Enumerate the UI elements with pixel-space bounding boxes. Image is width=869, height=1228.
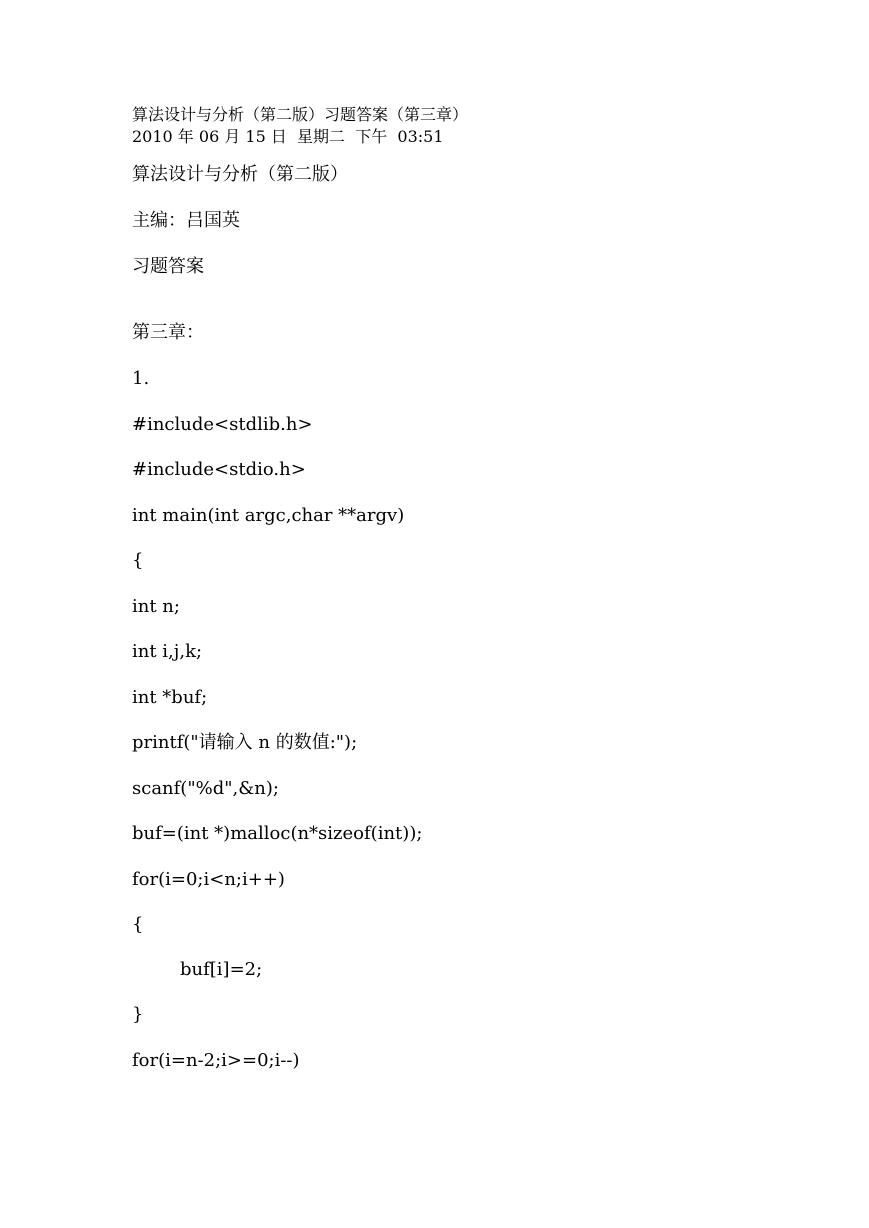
code-line: int *buf;: [132, 687, 208, 708]
code-line: buf=(int *)malloc(n*sizeof(int));: [132, 823, 423, 844]
code-line: {: [132, 550, 144, 571]
header-datetime: 2010 年 06 月 15 日 星期二 下午 03:51: [132, 127, 444, 146]
code-line: #include<stdio.h>: [132, 459, 306, 480]
code-line: int main(int argc,char **argv): [132, 505, 405, 526]
code-line: int i,j,k;: [132, 641, 203, 662]
code-line: printf("请输入 n 的数值:");: [132, 732, 358, 753]
code-line: {: [132, 914, 144, 935]
code-line: }: [132, 1004, 144, 1025]
code-line: #include<stdlib.h>: [132, 414, 313, 435]
code-line: int n;: [132, 596, 180, 617]
code-line: for(i=n-2;i>=0;i--): [132, 1050, 300, 1071]
editor-line: 主编：吕国英: [132, 210, 240, 231]
code-line: buf[i]=2;: [180, 959, 263, 980]
code-line: scanf("%d",&n);: [132, 778, 279, 799]
item-number: 1.: [132, 368, 150, 389]
book-title: 算法设计与分析（第二版）: [132, 164, 348, 185]
document-header: [132, 104, 468, 148]
section-heading: 习题答案: [132, 256, 204, 277]
header-title: 算法设计与分析（第二版）习题答案（第三章）: [132, 105, 469, 124]
chapter-heading: 第三章：: [132, 322, 204, 343]
code-line: for(i=0;i<n;i++): [132, 869, 285, 890]
